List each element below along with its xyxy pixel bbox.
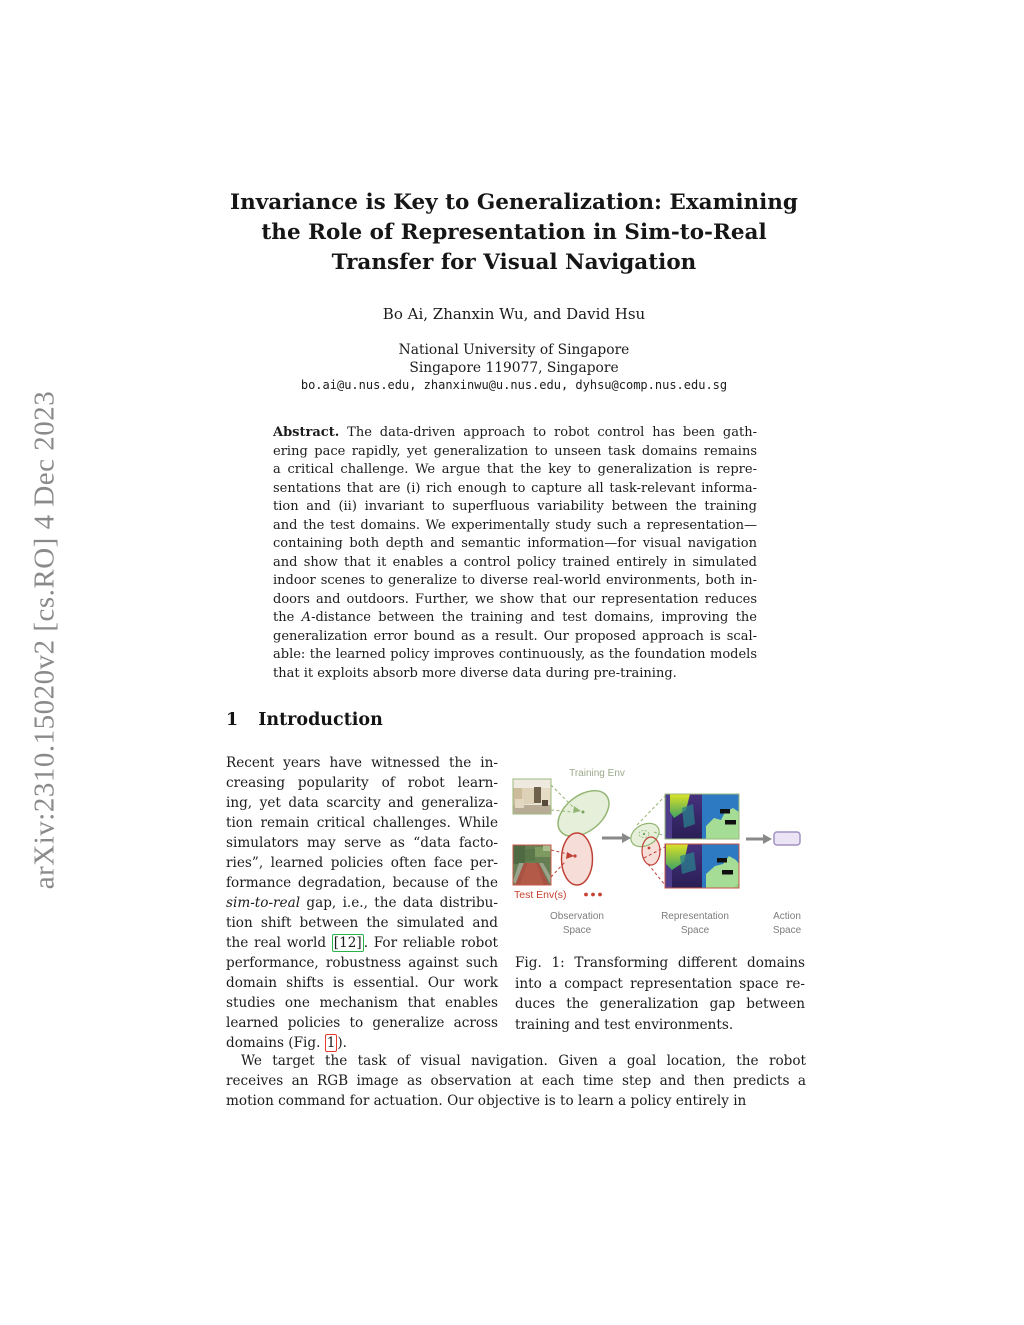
section-title: Introduction bbox=[258, 710, 383, 730]
text-line: creasing popularity of robot learn- bbox=[226, 775, 498, 791]
text-segment: A bbox=[301, 610, 312, 625]
text-line: We target the task of visual navigation. Given a goal location, the robot bbox=[241, 1053, 806, 1069]
text-line bbox=[273, 609, 757, 628]
title-line-1: Invariance is Key to Generalization: Examining bbox=[230, 190, 798, 215]
text-line: tion remain critical challenges. While bbox=[226, 815, 498, 831]
action-space-box bbox=[774, 832, 800, 845]
authors: Bo Ai, Zhanxin Wu, and David Hsu bbox=[382, 305, 646, 323]
abstract bbox=[273, 424, 757, 683]
text-line: formance degradation, because of the bbox=[226, 875, 498, 891]
title-line-3: Transfer for Visual Navigation bbox=[331, 250, 697, 275]
text-segment: the bbox=[273, 610, 302, 625]
text-line: performance, robustness against such bbox=[226, 955, 498, 971]
text-segment: gap, i.e., the data distribu- bbox=[300, 895, 498, 911]
representation-clusters bbox=[627, 819, 663, 865]
text-line: ries”, learned policies often face per- bbox=[226, 855, 498, 871]
text-line: Recent years have witnessed the in- bbox=[226, 755, 498, 771]
text-segment: -distance between the training and test domains, improving the bbox=[311, 610, 757, 625]
text-line: tion shift between the simulated and bbox=[226, 915, 498, 931]
training-representation-images bbox=[665, 794, 739, 839]
paper-title bbox=[207, 188, 821, 278]
text-line: Fig. 1: Transforming different domains bbox=[515, 955, 805, 971]
test-env-label: Test Env(s) bbox=[514, 889, 567, 901]
text-line: sentations that are (i) rich enough to capture all task-relevant informa- bbox=[273, 480, 757, 496]
text-line: doors and outdoors. Further, we show that our representation reduces bbox=[273, 591, 757, 607]
text-segment: sim-to-real bbox=[226, 895, 301, 911]
text-line: motion command for actuation. Our objective is to learn a policy entirely in bbox=[226, 1093, 747, 1109]
intro-paragraph-2 bbox=[226, 1051, 806, 1111]
figure-ref-link[interactable]: 1 bbox=[326, 1035, 336, 1051]
text-line: simulators may serve as “data facto- bbox=[226, 835, 498, 851]
test-representation-images bbox=[665, 844, 739, 888]
text-line: duces the generalization gap between bbox=[515, 996, 805, 1012]
training-env-photo bbox=[513, 779, 551, 814]
section-1-heading bbox=[226, 710, 383, 730]
text-line: and the test domains. We experimentally study such a representation— bbox=[273, 517, 757, 533]
arrow-obs-to-rep bbox=[602, 833, 631, 843]
text-segment: . For reliable robot bbox=[363, 935, 498, 951]
text-line: domain shifts is essential. Our work bbox=[226, 975, 498, 991]
figure-1-diagram bbox=[510, 752, 810, 942]
text-line: and show that it enables a control policy trained entirely in simulated bbox=[273, 554, 757, 570]
affiliation-line-2: Singapore 119077, Singapore bbox=[409, 360, 619, 376]
text-line: ing, yet data scarcity and generaliza- bbox=[226, 795, 498, 811]
text-line: that it exploits absorb more diverse data during pre-training. bbox=[273, 665, 677, 681]
representation-space-label-1: Representation bbox=[661, 911, 729, 922]
text-line: training and test environments. bbox=[515, 1016, 734, 1033]
text-line bbox=[226, 1033, 498, 1053]
text-line: generalization error bound as a result. Our proposed approach is scal- bbox=[273, 628, 757, 644]
observation-space-label-2: Space bbox=[562, 925, 592, 936]
intro-paragraph-1 bbox=[226, 753, 498, 1053]
citation-link[interactable]: [12] bbox=[333, 935, 362, 951]
test-domain-ellipse bbox=[551, 833, 593, 885]
text-line: containing both depth and semantic information—for visual navigation bbox=[273, 536, 757, 551]
test-env-photo bbox=[513, 845, 551, 885]
text-line bbox=[226, 933, 498, 953]
text-segment: domains (Fig. bbox=[226, 1035, 325, 1051]
test-env-ellipsis-dots bbox=[584, 893, 602, 897]
section-number: 1 bbox=[226, 710, 239, 730]
action-space-label-2: Space bbox=[772, 925, 802, 936]
action-space-label-1: Action bbox=[773, 911, 801, 922]
text-line: studies one mechanism that enables bbox=[226, 995, 498, 1011]
text-line: indoor scenes to generalize to diverse real-world environments, both in- bbox=[273, 573, 757, 588]
training-env-label: Training Env bbox=[569, 768, 625, 779]
title-line-2: the Role of Representation in Sim-to-Real bbox=[261, 220, 767, 245]
text-line bbox=[273, 424, 757, 443]
text-line: into a compact representation space re- bbox=[515, 975, 805, 992]
text-line: ering pace rapidly, yet generalization to unseen task domains remains bbox=[273, 443, 757, 459]
representation-space-label-2: Space bbox=[680, 925, 710, 936]
text-line: learned policies to generalize across bbox=[226, 1015, 498, 1031]
text-segment: Abstract. bbox=[273, 425, 340, 440]
arrow-rep-to-action bbox=[746, 834, 772, 844]
text-line bbox=[226, 893, 498, 913]
text-line: a critical challenge. We argue that the key to generalization is repre- bbox=[273, 462, 757, 477]
observation-space-label-1: Observation bbox=[550, 911, 604, 922]
author-emails[interactable]: bo.ai@u.nus.edu, zhanxinwu@u.nus.edu, dyhsu@comp.nus.edu.sg bbox=[300, 378, 728, 392]
text-segment: ). bbox=[337, 1035, 347, 1051]
text-line: receives an RGB image as observation at each time step and then predicts a bbox=[226, 1073, 806, 1089]
figure-1-caption bbox=[515, 953, 805, 1035]
affiliation bbox=[207, 341, 821, 377]
text-line: tion and (ii) invariant to superfluous variability between the training bbox=[273, 499, 757, 514]
text-line: able: the learned policy improves continuously, as the foundation models bbox=[273, 647, 757, 662]
affiliation-line-1: National University of Singapore bbox=[398, 342, 630, 358]
arxiv-stamp: arXiv:2310.15020v2 [cs.RO] 4 Dec 2023 bbox=[28, 390, 61, 890]
text-segment: The data-driven approach to robot control has been gath- bbox=[339, 425, 757, 440]
text-segment: the real world bbox=[226, 935, 332, 951]
